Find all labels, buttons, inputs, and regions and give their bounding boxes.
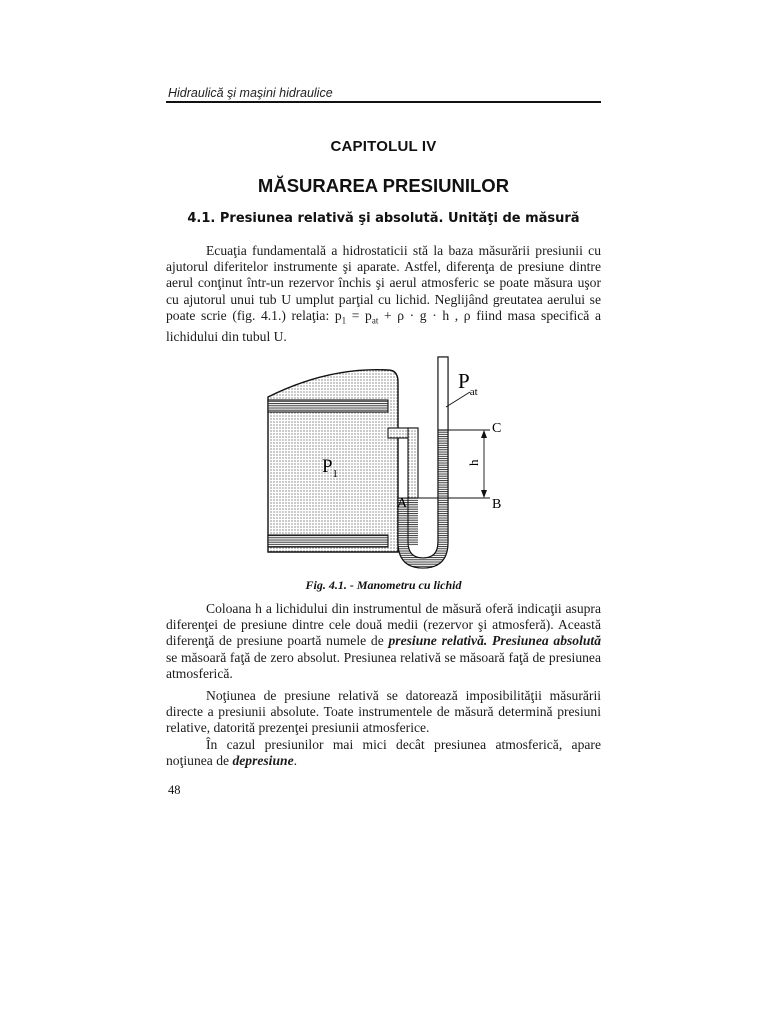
page-number: 48 [168,783,181,797]
paragraph-1-tail: ρ fiind masa specifică a lichidului din tubul U. [166,307,601,344]
section-title: 4.1. Presiunea relativă şi absolută. Unităţi de măsură [187,211,580,226]
chapter-title: MĂSURAREA PRESIUNILOR [257,175,510,196]
figure-caption: Fig. 4.1. - Manometru cu lichid [305,578,462,592]
tank [268,370,398,552]
label-b: B [492,497,502,512]
paragraph-1-text: Ecuaţia fundamentală a hidrostaticii stă la baza măsurării presiunii cu ajutorul diferitelor instrumente şi aparate. Astfel, diferenţa de presiune dintre aerul conţinut într-un rezervor închis şi aerul atmosferic se poate măsura uşor cu ajutorul unui tub U umplut parţial cu lichid. Neglijând greutatea aerului se poate scrie (fig. 4.1.) relaţia: [166,243,601,323]
paragraph-3: Noţiunea de presiune relativă se datorează imposibilităţii măsurării directe a presiunii absolute. Toate instrumentele de măsură determină presiuni relative, datorită prezenţei presiunii atmosferice. [166,688,601,736]
label-h: h [466,459,481,466]
label-pat: $P_{at}$ [458,369,478,398]
term-depresiune: depresiune [232,753,294,769]
header-rule [166,101,601,103]
running-header: Hidraulică şi maşini hidraulice [168,86,333,100]
paragraph-1 [166,243,601,345]
label-c: C [492,421,502,436]
paragraph-4: În cazul presiunilor mai mici decât presiunea atmosferică, apare noţiunea de depresiune. [166,737,601,769]
term-relative-absolute: presiune relativă. Presiunea absolută [388,633,602,649]
u-tube [398,357,450,568]
formula: $p_1 = p_{at} + \rho \cdot g \cdot h$ , [334,307,459,326]
pat-leader [446,392,470,407]
label-a: A [397,496,408,511]
manometer-figure [258,352,518,572]
label-p1: $P_1$ [322,456,338,480]
paragraph-2: Coloana h a lichidului din instrumentul de măsură oferă indicaţii asupra diferenţei de presiune dintre cele două medii (rezervor şi atmosferă). Această diferenţă de presiune poartă numele de presiune relativă. Presiunea absolută se măsoară faţă de zero absolut. Presiunea relativă se măsoară faţă de presiunea atmosferică. [166,601,602,681]
chapter-label: CAPITOLUL IV [330,138,437,155]
